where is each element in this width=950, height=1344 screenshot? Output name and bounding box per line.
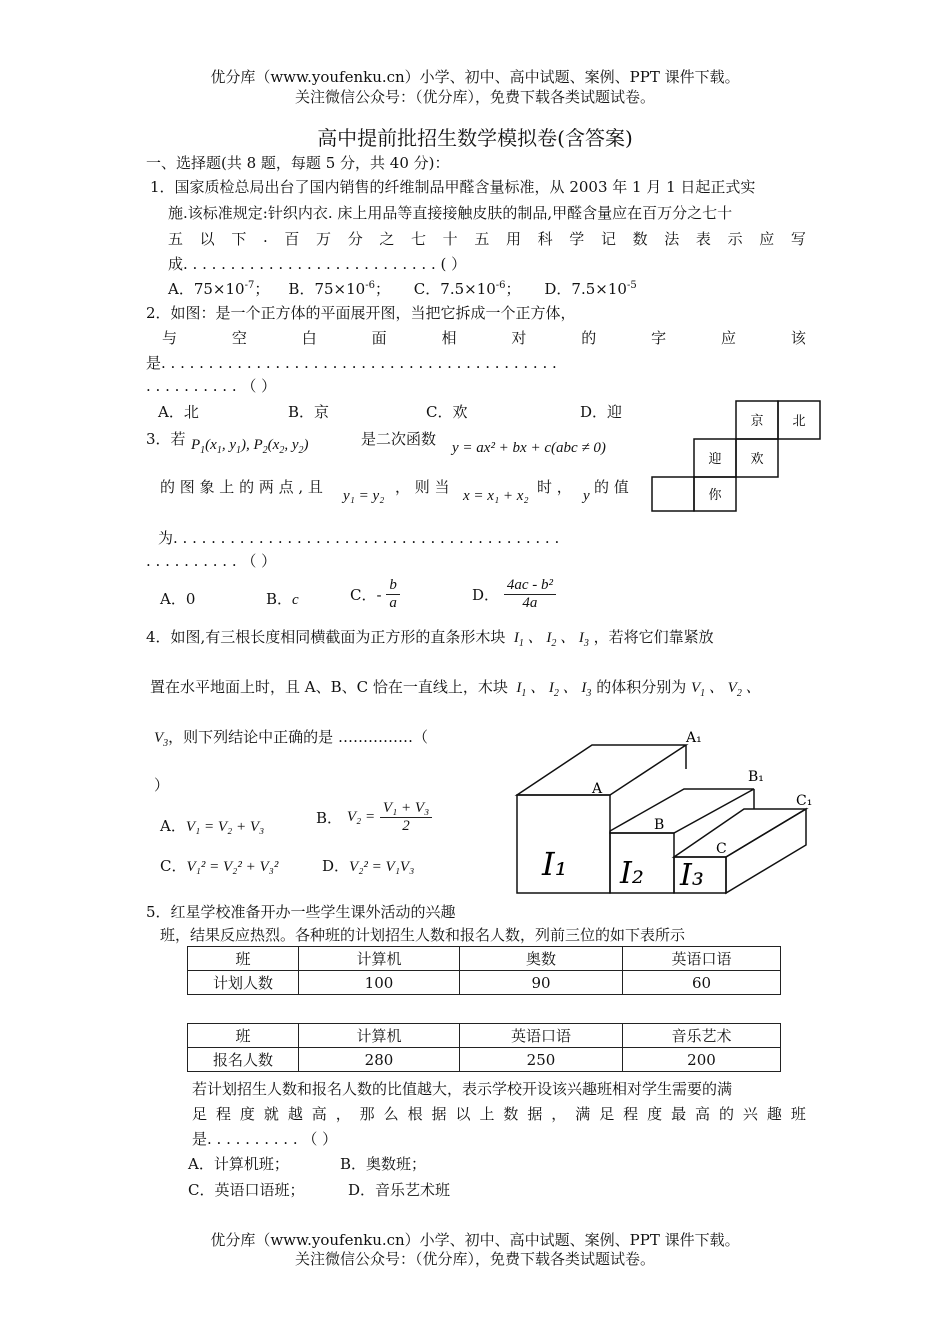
word: 五: [168, 230, 184, 248]
word: 与: [162, 329, 178, 347]
word: 度: [239, 1105, 255, 1123]
q2-line-3: 是. . . . . . . . . . . . . . . . . . . . . . . . . . . . . . . . . . . . . . . . . .: [146, 354, 557, 372]
q2-line-4: . . . . . . . . . . （ ）: [146, 377, 277, 395]
word: 空: [231, 329, 247, 347]
net-label-5: 你: [708, 488, 722, 503]
word: 据: [527, 1105, 543, 1123]
applicants-table: [187, 1023, 781, 1072]
word: 上: [479, 1105, 495, 1123]
word: 白: [301, 329, 317, 347]
word: 七: [411, 230, 427, 248]
q4-line-1: 4．如图,有三根长度相同横截面为正方形的直条形木块 $I_1$ 、 $I_2$ 、 $I_3$ ，若将它们靠紧放: [146, 628, 714, 649]
q4-close-paren: ）: [154, 776, 170, 794]
q2-option-d: D．迎: [580, 403, 623, 421]
page-title: 高中提前批招生数学模拟卷(含答案): [317, 126, 633, 150]
word: 相: [441, 329, 457, 347]
label-a1: A₁: [686, 730, 702, 746]
q1-line-1: 1．国家质检总局出台了国内销售的纤维制品甲醛含量标准，从 2003 年 1 月 1 日起正式实: [150, 178, 756, 196]
net-cell-empty: [652, 477, 694, 511]
word: 的: [581, 329, 597, 347]
q5-option-d: D．音乐艺术班: [348, 1181, 451, 1199]
word: 程: [215, 1105, 231, 1123]
q3-condition: 是二次函数: [361, 430, 437, 448]
q3-points: $P_1(x_1$, $y_1$), $P_2(x_2$, $y_2$): [191, 437, 309, 456]
q4-option-b: B． V₂ = $\frac{\text{V₁ + V₃}}{2}$: [316, 800, 432, 835]
q2-option-a: A．北: [158, 403, 199, 421]
label-c: C: [716, 841, 727, 857]
table-row: 报名人数 280 250 200: [188, 1048, 781, 1072]
q5-after-2: [192, 1103, 806, 1124]
word: 兴: [742, 1105, 758, 1123]
word: 趣: [766, 1105, 782, 1123]
word: 高: [695, 1105, 711, 1123]
word: 万: [316, 230, 332, 248]
word: 足: [599, 1105, 615, 1123]
q1-line-4: 成. . . . . . . . . . . . . . . . . . . . . . . . . . . ( ）: [168, 255, 467, 273]
q3-prefix: 3．若: [146, 430, 186, 448]
word: .: [262, 228, 268, 246]
word: 据: [431, 1105, 447, 1123]
footer-line-2: 关注微信公众号：（优分库），免费下载各类试题试卷。: [294, 1250, 655, 1268]
cube-net-figure: [648, 396, 824, 526]
word: 面: [371, 329, 387, 347]
q3-y: y: [583, 488, 590, 504]
word: 高: [311, 1105, 327, 1123]
q5-option-c: C．英语口语班；: [188, 1181, 305, 1199]
word: 分: [347, 230, 363, 248]
q3-then: ， 则 当: [395, 478, 450, 496]
word: 就: [263, 1105, 279, 1123]
q1-line-3: [168, 228, 806, 249]
q3-x: x = x₁ + x₂: [463, 488, 529, 504]
word: 用: [505, 230, 521, 248]
word: 该: [790, 329, 806, 347]
word: 对: [511, 329, 527, 347]
q2-option-c: C．欢: [426, 403, 468, 421]
word: 程: [623, 1105, 639, 1123]
q3-option-b: B．c: [266, 590, 299, 608]
word: 应: [721, 329, 737, 347]
word: 根: [407, 1105, 423, 1123]
q5-option-b: B．奥数班；: [340, 1155, 427, 1173]
q4-line-2: 置在水平地面上时，且 A、B、C 恰在一直线上，木块 $I_1$ 、 $I_2$ 、 $I_3$ 的体积分别为 $V_1$ 、 $V_2$ 、: [150, 678, 761, 699]
planned-enrollment-table: [187, 946, 781, 995]
word: 之: [379, 230, 395, 248]
word: 十: [442, 230, 458, 248]
word: 么: [383, 1105, 399, 1123]
word: 学: [569, 230, 585, 248]
word: 百: [284, 230, 300, 248]
q5-line-1: 5．红星学校准备开办一些学生课外活动的兴趣: [146, 903, 456, 921]
word: 度: [647, 1105, 663, 1123]
label-i2: I₂: [620, 856, 644, 891]
word: 记: [600, 230, 616, 248]
label-i3: I₃: [680, 858, 704, 893]
word: 科: [537, 230, 553, 248]
net-label-4: 欢: [750, 452, 764, 467]
word: 字: [651, 329, 667, 347]
word: 以: [199, 230, 215, 248]
table-row: 班 计算机 英语口语 音乐艺术: [188, 1024, 781, 1048]
q3-option-a: A．0: [160, 590, 196, 608]
word: 示: [727, 230, 743, 248]
word: ，: [335, 1105, 351, 1123]
net-label-3: 迎: [708, 452, 722, 467]
word: 满: [575, 1105, 591, 1123]
word: 表: [695, 230, 711, 248]
label-a: A: [592, 781, 603, 797]
word: 法: [664, 230, 680, 248]
q3-line-4: . . . . . . . . . . （ ）: [146, 552, 277, 570]
section-heading: 一、选择题(共 8 题，每题 5 分，共 40 分)：: [146, 154, 450, 172]
word: 班: [790, 1105, 806, 1123]
q4-option-c: C．V₁² = V₂² + V₃²: [160, 857, 279, 875]
net-label-2: 北: [792, 414, 806, 429]
footer-line-1: 优分库（www.youfenku.cn）小学、初中、高中试题、案例、PPT 课件下载。: [210, 1231, 740, 1249]
word: 越: [287, 1105, 303, 1123]
q1-options: A．$75\times 10^{-7}$； B．$75\times 10^{-6}$； C．$7.5\times 10^{-6}$； D．$7.5\times 10^{-5}$: [168, 280, 637, 298]
q3-line-2: 的 图 象 上 的 两 点 , 且: [160, 478, 323, 496]
net-label-1: 京: [750, 414, 764, 429]
header-line-2: 关注微信公众号：（优分库），免费下载各类试题试卷。: [294, 88, 655, 106]
q5-after-3: 是. . . . . . . . . . （ ）: [192, 1130, 338, 1148]
q3-equal: y₁ = y₂: [343, 488, 385, 504]
word: 足: [192, 1105, 208, 1123]
q3-function: y = ax² + bx + c(abc ≠ 0): [452, 440, 606, 456]
q4-option-d: D．V₂² = V₁V₃: [322, 857, 415, 875]
word: 那: [359, 1105, 375, 1123]
word: 最: [671, 1105, 687, 1123]
q2-line-2: [162, 327, 806, 348]
word: 数: [503, 1105, 519, 1123]
q5-after-1: 若计划招生人数和报名人数的比值越大，表示学校开设该兴趣班相对学生需要的满: [192, 1080, 733, 1098]
q3-line-3: 为. . . . . . . . . . . . . . . . . . . . . . . . . . . . . . . . . . . . . . . . .: [158, 529, 560, 547]
word: ，: [551, 1105, 567, 1123]
q5-option-a: A．计算机班；: [188, 1155, 289, 1173]
q2-line-1: 2．如图：是一个正方体的平面展开图，当把它拆成一个正方体，: [146, 304, 576, 322]
word: 数: [632, 230, 648, 248]
table-row: 计划人数 100 90 60: [188, 971, 781, 995]
label-b: B: [654, 817, 665, 833]
table-row: 班 计算机 奥数 英语口语: [188, 947, 781, 971]
label-c1: C₁: [796, 793, 813, 809]
header-line-1: 优分库（www.youfenku.cn）小学、初中、高中试题、案例、PPT 课件下载。: [210, 68, 740, 86]
q4-line-3: $V_3$，则下列结论中正确的是 ……………（: [154, 728, 428, 749]
q3-option-c: C．- $\frac{b}{a}$: [350, 577, 400, 612]
q4-option-a: A．V₁ = V₂ + V₃: [160, 817, 265, 835]
q3-shi: 时 ，: [537, 478, 572, 496]
q3-option-d: D． $\frac{\text{4ac - b²}}{4a}$: [472, 577, 556, 612]
word: 写: [790, 230, 806, 248]
label-b1: B₁: [748, 769, 764, 785]
word: 应: [759, 230, 775, 248]
word: 下: [231, 230, 247, 248]
blocks-figure: [508, 725, 818, 903]
q1-line-2: 施.该标准规定:针织内衣. 床上用品等直接接触皮肤的制品,甲醛含量应在百万分之七十: [168, 204, 733, 222]
label-i1: I₁: [542, 845, 568, 883]
word: 五: [474, 230, 490, 248]
word: 的: [718, 1105, 734, 1123]
word: 以: [455, 1105, 471, 1123]
q3-value: 的 值: [594, 478, 629, 496]
q2-option-b: B．京: [288, 403, 330, 421]
q5-line-2: 班，结果反应热烈。各种班的计划招生人数和报名人数，列前三位的如下表所示: [160, 926, 686, 944]
